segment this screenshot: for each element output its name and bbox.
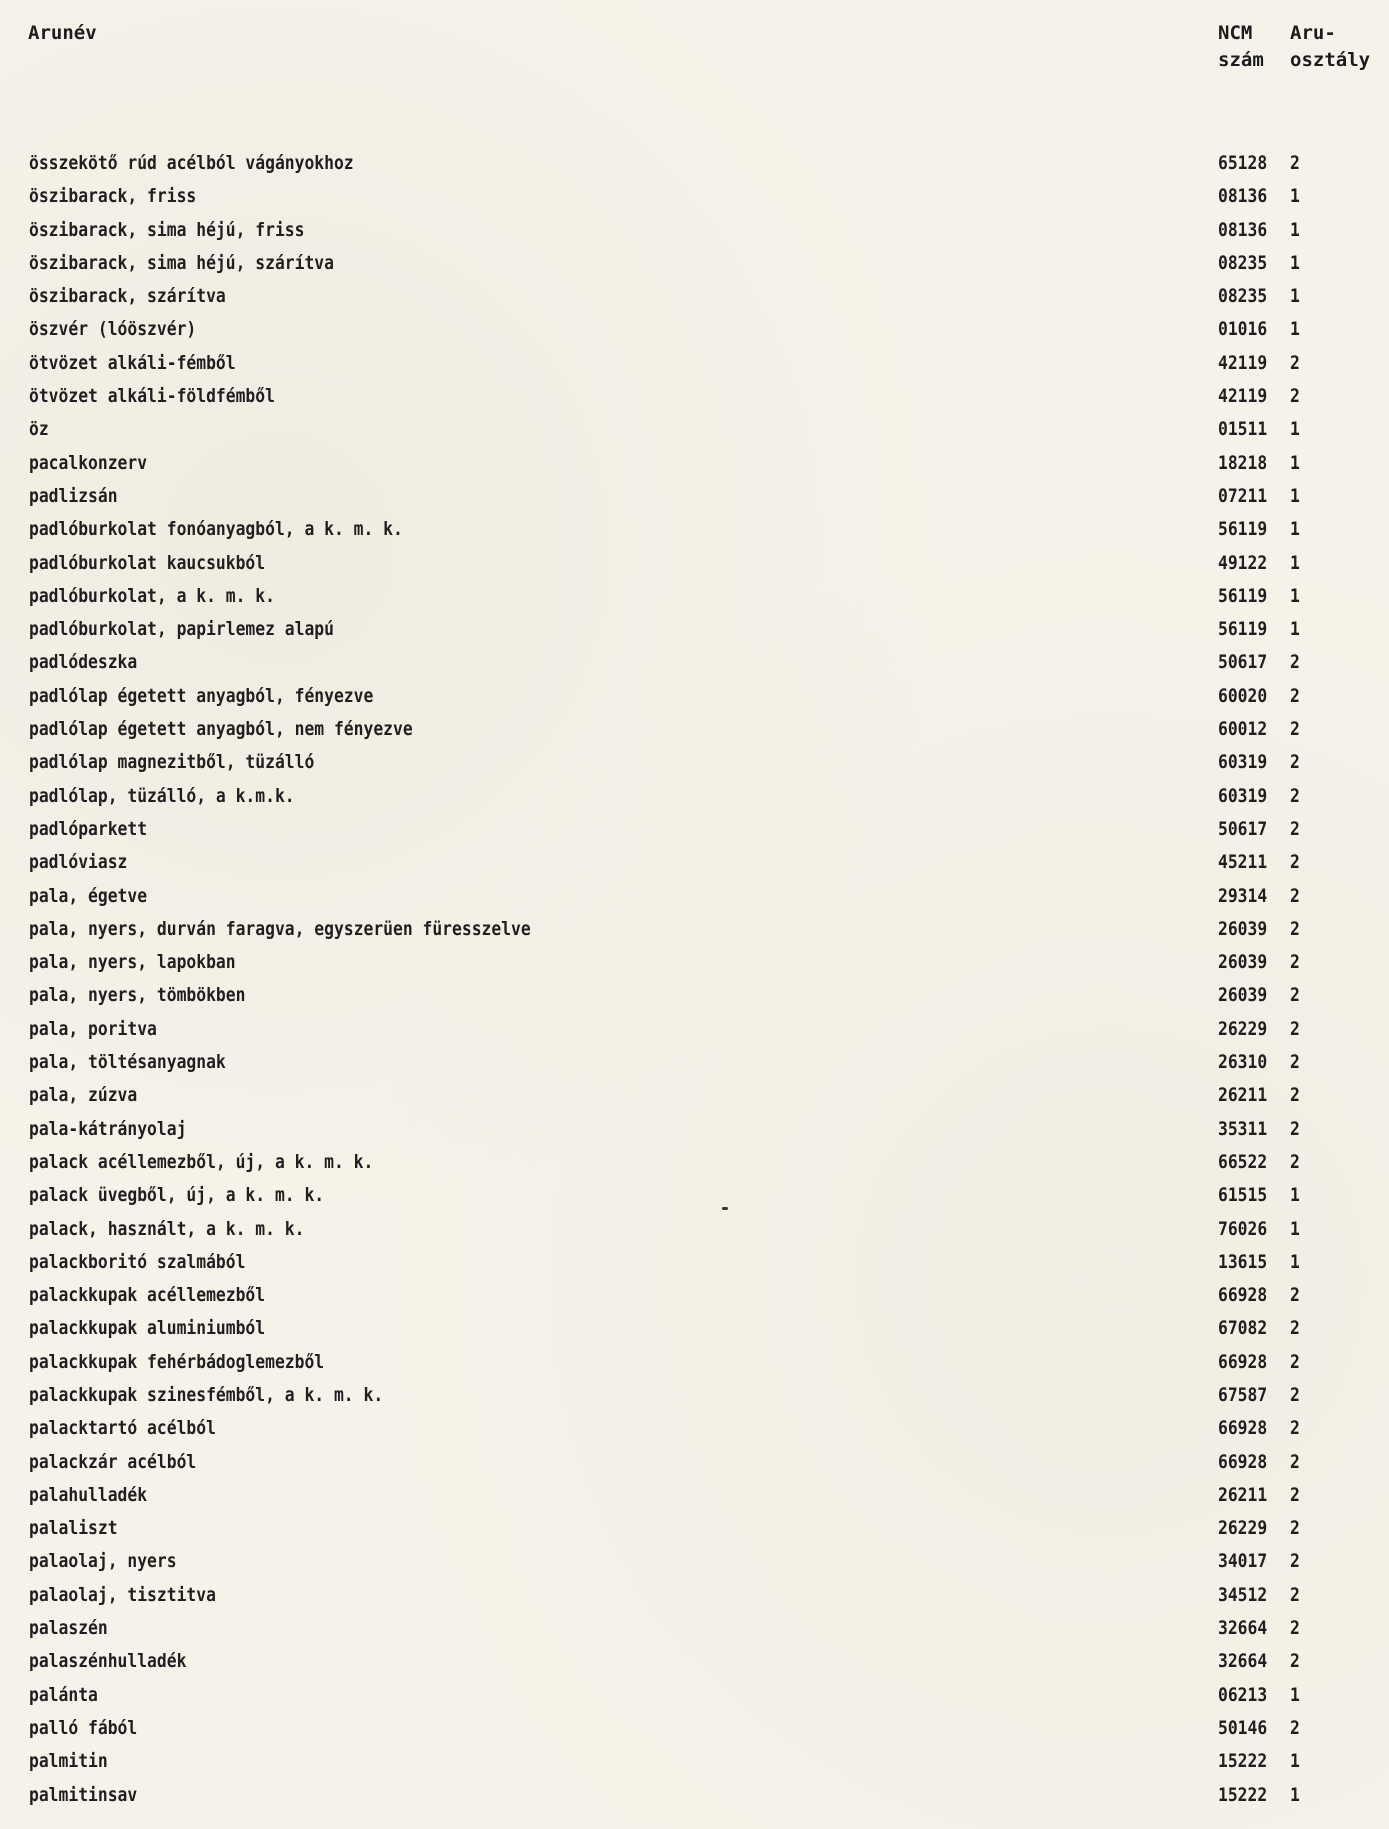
ncm-code: 29314 <box>1218 884 1268 907</box>
item-name: padlólap égetett anyagból, fényezve <box>29 684 374 707</box>
list-item <box>0 1017 1389 1050</box>
commodity-class: 1 <box>1290 484 1300 507</box>
ncm-code: 08235 <box>1218 285 1268 308</box>
list-item <box>0 351 1389 384</box>
list-item <box>0 1316 1389 1349</box>
ncm-code: 18218 <box>1218 451 1268 474</box>
ncm-code: 01511 <box>1218 418 1268 441</box>
ncm-code: 60012 <box>1218 718 1268 741</box>
list-item <box>0 184 1389 217</box>
ncm-code: 67587 <box>1218 1383 1268 1406</box>
item-name: padlizsán <box>29 484 118 507</box>
commodity-class: 2 <box>1290 1483 1300 1506</box>
list-item <box>0 1416 1389 1449</box>
commodity-class: 2 <box>1290 1450 1300 1473</box>
item-name: palaolaj, tisztitva <box>29 1583 216 1606</box>
item-name: palackkupak fehérbádoglemezből <box>29 1350 325 1373</box>
commodity-class: 1 <box>1290 618 1300 641</box>
ncm-code: 35311 <box>1218 1117 1268 1140</box>
list-item <box>0 817 1389 850</box>
item-name: padlódeszka <box>29 651 138 674</box>
list-item <box>0 717 1389 750</box>
commodity-class: 1 <box>1290 518 1300 541</box>
commodity-class: 2 <box>1290 784 1300 807</box>
list-item <box>0 1183 1389 1216</box>
ncm-code: 26229 <box>1218 1017 1268 1040</box>
commodity-class: 2 <box>1290 1617 1300 1640</box>
item-name: palackkupak szinesfémből, a k. m. k. <box>29 1383 384 1406</box>
ncm-code: 67082 <box>1218 1317 1268 1340</box>
ncm-code: 08235 <box>1218 251 1268 274</box>
item-name: padlóburkolat kaucsukból <box>29 551 266 574</box>
item-name: öszibarack, szárítva <box>29 285 226 308</box>
list-item <box>0 1683 1389 1716</box>
list-item <box>0 950 1389 983</box>
item-name: palack, használt, a k. m. k. <box>29 1217 305 1240</box>
ncm-code: 01016 <box>1218 318 1268 341</box>
print-speck <box>722 1207 728 1210</box>
list-item <box>0 1050 1389 1083</box>
ncm-code: 08136 <box>1218 218 1268 241</box>
list-item <box>0 317 1389 350</box>
ncm-code: 76026 <box>1218 1217 1268 1240</box>
commodity-list <box>0 151 1389 1816</box>
list-item <box>0 1083 1389 1116</box>
ncm-code: 45211 <box>1218 851 1268 874</box>
commodity-class: 1 <box>1290 218 1300 241</box>
item-name: palaolaj, nyers <box>29 1550 177 1573</box>
item-name: palaszén <box>29 1617 108 1640</box>
list-item <box>0 917 1389 950</box>
item-name: pala, nyers, tömbökben <box>29 984 246 1007</box>
list-item <box>0 1649 1389 1682</box>
commodity-class: 1 <box>1290 1783 1300 1806</box>
commodity-class: 2 <box>1290 718 1300 741</box>
commodity-class: 2 <box>1290 884 1300 907</box>
ncm-code: 66522 <box>1218 1150 1268 1173</box>
ncm-code: 49122 <box>1218 551 1268 574</box>
ncm-code: 50617 <box>1218 651 1268 674</box>
commodity-class: 2 <box>1290 851 1300 874</box>
item-name: palmitin <box>29 1750 108 1773</box>
list-item <box>0 284 1389 317</box>
commodity-class: 1 <box>1290 418 1300 441</box>
list-item <box>0 484 1389 517</box>
ncm-code: 60020 <box>1218 684 1268 707</box>
list-item <box>0 151 1389 184</box>
ncm-code: 26229 <box>1218 1517 1268 1540</box>
item-name: öz <box>29 418 49 441</box>
ncm-code: 66928 <box>1218 1417 1268 1440</box>
item-name: padlóburkolat, papirlemez alapú <box>29 618 334 641</box>
ncm-code: 26211 <box>1218 1483 1268 1506</box>
commodity-class: 1 <box>1290 185 1300 208</box>
item-name: pala, égetve <box>29 884 148 907</box>
list-item <box>0 1783 1389 1816</box>
commodity-class: 2 <box>1290 1517 1300 1540</box>
list-item <box>0 517 1389 550</box>
item-name: öszibarack, sima héjú, szárítva <box>29 251 334 274</box>
commodity-class: 2 <box>1290 684 1300 707</box>
ncm-code: 26211 <box>1218 1084 1268 1107</box>
ncm-code: 60319 <box>1218 751 1268 774</box>
list-item <box>0 417 1389 450</box>
list-item <box>0 650 1389 683</box>
commodity-class: 2 <box>1290 1150 1300 1173</box>
ncm-code: 06213 <box>1218 1683 1268 1706</box>
item-name: padlóviasz <box>29 851 128 874</box>
list-item <box>0 784 1389 817</box>
ncm-code: 13615 <box>1218 1250 1268 1273</box>
list-item <box>0 684 1389 717</box>
commodity-class: 2 <box>1290 1650 1300 1673</box>
ncm-code: 34512 <box>1218 1583 1268 1606</box>
item-name: palackkupak aluminiumból <box>29 1317 266 1340</box>
commodity-class: 1 <box>1290 1683 1300 1706</box>
item-name: padlóburkolat, a k. m. k. <box>29 584 275 607</box>
list-item <box>0 617 1389 650</box>
list-item <box>0 1516 1389 1549</box>
commodity-class: 2 <box>1290 651 1300 674</box>
column-header-class: Aru- osztály <box>1290 22 1371 71</box>
list-item <box>0 451 1389 484</box>
item-name: palahulladék <box>29 1483 148 1506</box>
list-item <box>0 1383 1389 1416</box>
item-name: palaliszt <box>29 1517 118 1540</box>
commodity-class: 2 <box>1290 385 1300 408</box>
item-name: padlóparkett <box>29 817 148 840</box>
list-item <box>0 218 1389 251</box>
commodity-class: 2 <box>1290 817 1300 840</box>
item-name: palló fából <box>29 1716 138 1739</box>
item-name: ötvözet alkáli-fémből <box>29 351 236 374</box>
ncm-code: 56119 <box>1218 618 1268 641</box>
item-name: padlólap égetett anyagból, nem fényezve <box>29 718 413 741</box>
list-item <box>0 850 1389 883</box>
ncm-code: 66928 <box>1218 1450 1268 1473</box>
item-name: pala, nyers, lapokban <box>29 951 236 974</box>
item-name: palackkupak acéllemezből <box>29 1284 266 1307</box>
item-name: palackzár acélból <box>29 1450 197 1473</box>
ncm-code: 42119 <box>1218 385 1268 408</box>
list-item <box>0 1217 1389 1250</box>
item-name: öszvér (lóöszvér) <box>29 318 197 341</box>
commodity-class: 1 <box>1290 285 1300 308</box>
commodity-class: 2 <box>1290 1716 1300 1739</box>
commodity-class: 2 <box>1290 1117 1300 1140</box>
item-name: pala, poritva <box>29 1017 157 1040</box>
ncm-code: 08136 <box>1218 185 1268 208</box>
list-item <box>0 584 1389 617</box>
ncm-code: 07211 <box>1218 484 1268 507</box>
commodity-class: 2 <box>1290 152 1300 174</box>
item-name: pacalkonzerv <box>29 451 148 474</box>
item-name: palack üvegből, új, a k. m. k. <box>29 1184 325 1207</box>
list-item <box>0 1250 1389 1283</box>
commodity-class: 2 <box>1290 751 1300 774</box>
commodity-class: 1 <box>1290 584 1300 607</box>
commodity-class: 2 <box>1290 351 1300 374</box>
commodity-class: 2 <box>1290 984 1300 1007</box>
ncm-code: 15222 <box>1218 1750 1268 1773</box>
ncm-code: 65128 <box>1218 152 1268 174</box>
ncm-code: 32664 <box>1218 1650 1268 1673</box>
ncm-code: 50146 <box>1218 1716 1268 1739</box>
commodity-class: 2 <box>1290 1284 1300 1307</box>
commodity-class: 1 <box>1290 451 1300 474</box>
commodity-class: 2 <box>1290 1317 1300 1340</box>
list-item <box>0 884 1389 917</box>
list-item <box>0 1749 1389 1782</box>
ncm-code: 50617 <box>1218 817 1268 840</box>
ncm-code: 66928 <box>1218 1284 1268 1307</box>
commodity-class: 1 <box>1290 1184 1300 1207</box>
list-item <box>0 551 1389 584</box>
item-name: pala, nyers, durván faragva, egyszerüen füresszelve <box>29 917 531 940</box>
list-item <box>0 384 1389 417</box>
commodity-class: 2 <box>1290 1017 1300 1040</box>
item-name: palaszénhulladék <box>29 1650 187 1673</box>
ncm-code: 66928 <box>1218 1350 1268 1373</box>
commodity-class: 2 <box>1290 1350 1300 1373</box>
item-name: összekötő rúd acélból vágányokhoz <box>29 152 354 174</box>
ncm-code: 61515 <box>1218 1184 1268 1207</box>
item-name: palacktartó acélból <box>29 1417 216 1440</box>
commodity-class: 2 <box>1290 917 1300 940</box>
ncm-code: 60319 <box>1218 784 1268 807</box>
ncm-code: 32664 <box>1218 1617 1268 1640</box>
item-name: öszibarack, sima héjú, friss <box>29 218 305 241</box>
item-name: öszibarack, friss <box>29 185 197 208</box>
ncm-code: 26039 <box>1218 984 1268 1007</box>
ncm-code: 15222 <box>1218 1783 1268 1806</box>
list-item <box>0 1283 1389 1316</box>
commodity-class: 2 <box>1290 1051 1300 1074</box>
commodity-class: 1 <box>1290 251 1300 274</box>
item-name: palmitinsav <box>29 1783 138 1806</box>
item-name: padlólap magnezitből, tüzálló <box>29 751 315 774</box>
commodity-class: 2 <box>1290 1383 1300 1406</box>
column-header-name: Arunév <box>28 22 97 44</box>
commodity-class: 2 <box>1290 1084 1300 1107</box>
item-name: pala-kátrányolaj <box>29 1117 187 1140</box>
ncm-code: 34017 <box>1218 1550 1268 1573</box>
item-name: pala, zúzva <box>29 1084 138 1107</box>
item-name: padlólap, tüzálló, a k.m.k. <box>29 784 295 807</box>
ncm-code: 26310 <box>1218 1051 1268 1074</box>
list-item <box>0 1150 1389 1183</box>
item-name: palack acéllemezből, új, a k. m. k. <box>29 1150 374 1173</box>
ncm-code: 56119 <box>1218 518 1268 541</box>
commodity-class: 2 <box>1290 1417 1300 1440</box>
ncm-code: 26039 <box>1218 951 1268 974</box>
list-item <box>0 983 1389 1016</box>
commodity-class: 2 <box>1290 951 1300 974</box>
list-item <box>0 1616 1389 1649</box>
ncm-code: 42119 <box>1218 351 1268 374</box>
commodity-class: 2 <box>1290 1583 1300 1606</box>
item-name: pala, töltésanyagnak <box>29 1051 226 1074</box>
item-name: padlóburkolat fonóanyagból, a k. m. k. <box>29 518 403 541</box>
list-item <box>0 1350 1389 1383</box>
commodity-class: 1 <box>1290 551 1300 574</box>
commodity-class: 1 <box>1290 1750 1300 1773</box>
list-item <box>0 1716 1389 1749</box>
ncm-code: 26039 <box>1218 917 1268 940</box>
list-item <box>0 1483 1389 1516</box>
commodity-class: 1 <box>1290 318 1300 341</box>
commodity-class: 1 <box>1290 1217 1300 1240</box>
list-item <box>0 1549 1389 1582</box>
ncm-code: 56119 <box>1218 584 1268 607</box>
list-item <box>0 1583 1389 1616</box>
item-name: ötvözet alkáli-földfémből <box>29 385 275 408</box>
list-item <box>0 750 1389 783</box>
commodity-class: 1 <box>1290 1250 1300 1273</box>
commodity-class: 2 <box>1290 1550 1300 1573</box>
column-header-ncm: NCM szám <box>1218 22 1264 71</box>
item-name: palánta <box>29 1683 98 1706</box>
list-item <box>0 1450 1389 1483</box>
list-item <box>0 1117 1389 1150</box>
item-name: palackboritó szalmából <box>29 1250 246 1273</box>
list-item <box>0 251 1389 284</box>
